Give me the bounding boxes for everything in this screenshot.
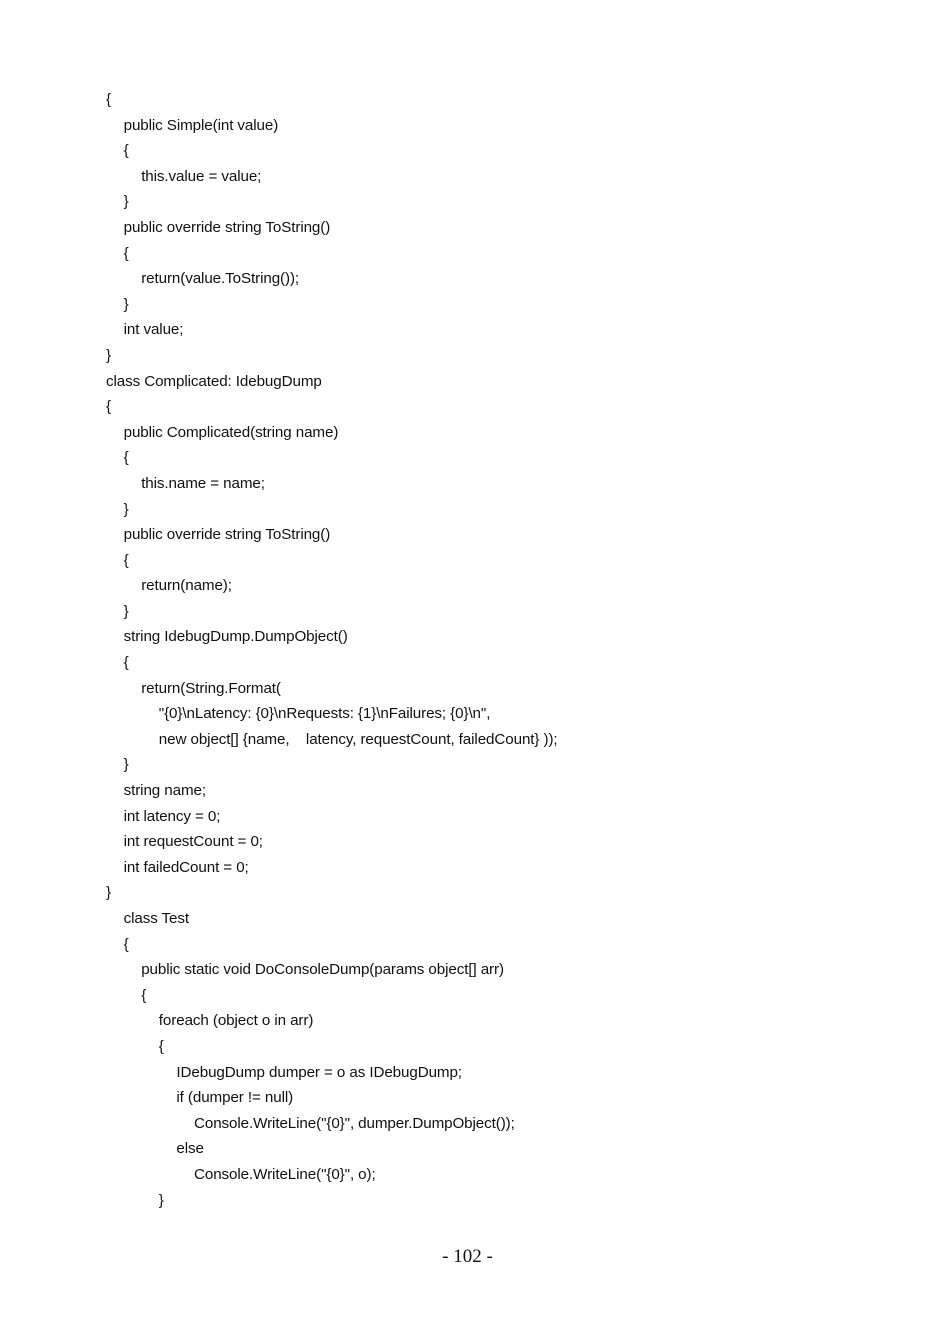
code-line: { xyxy=(106,91,111,108)
code-line: int failedCount = 0; xyxy=(123,858,249,876)
code-line: { xyxy=(123,551,129,569)
code-listing xyxy=(106,87,558,1213)
code-line: return(String.Format( xyxy=(141,679,281,697)
code-line: { xyxy=(158,1037,164,1055)
page-number: - 102 - xyxy=(442,1246,493,1267)
code-line: { xyxy=(123,142,129,160)
code-line: { xyxy=(123,654,129,672)
code-line: class Test xyxy=(123,910,189,927)
code-line: class Complicated: IdebugDump xyxy=(106,372,322,390)
code-line: } xyxy=(123,193,129,211)
code-line: { xyxy=(106,398,111,416)
code-line: Console.WriteLine("{0}", dumper.DumpObject()); xyxy=(194,1114,515,1132)
code-line: IDebugDump dumper = o as IDebugDump; xyxy=(176,1063,462,1081)
code-line: foreach (object o in arr) xyxy=(158,1012,314,1030)
code-line: int requestCount = 0; xyxy=(123,833,263,851)
code-line: { xyxy=(141,986,147,1004)
code-line: this.value = value; xyxy=(141,167,262,185)
code-line: public Complicated(string name) xyxy=(123,423,339,441)
code-line: if (dumper != null) xyxy=(176,1089,294,1107)
code-line: return(name); xyxy=(141,577,232,595)
code-line: } xyxy=(106,884,111,902)
code-line: int latency = 0; xyxy=(123,807,221,825)
code-line: { xyxy=(123,449,129,467)
code-line: public override string ToString() xyxy=(123,526,331,544)
code-line: } xyxy=(123,500,129,518)
code-line: } xyxy=(158,1191,164,1209)
code-line: string name; xyxy=(123,782,206,800)
code-line: } xyxy=(123,756,129,774)
code-line: string IdebugDump.DumpObject() xyxy=(123,628,348,646)
code-line: "{0}\nLatency: {0}\nRequests: {1}\nFailures; {0}\n", xyxy=(158,705,491,723)
code-line: new object[] {name, latency, requestCount, failedCount} )); xyxy=(158,730,558,748)
code-line: } xyxy=(123,602,129,620)
code-line: public override string ToString() xyxy=(123,218,331,236)
code-line: int value; xyxy=(123,321,184,339)
code-line: { xyxy=(123,244,129,262)
code-line: } xyxy=(106,346,111,364)
code-line: public static void DoConsoleDump(params object[] arr) xyxy=(141,961,504,979)
code-line: else xyxy=(176,1140,204,1158)
code-line: this.name = name; xyxy=(141,474,265,492)
code-line: { xyxy=(123,935,129,953)
code-line: } xyxy=(123,295,129,313)
code-line: public Simple(int value) xyxy=(123,116,279,134)
code-line: return(value.ToString()); xyxy=(141,270,300,288)
code-line: Console.WriteLine("{0}", o); xyxy=(194,1165,376,1183)
